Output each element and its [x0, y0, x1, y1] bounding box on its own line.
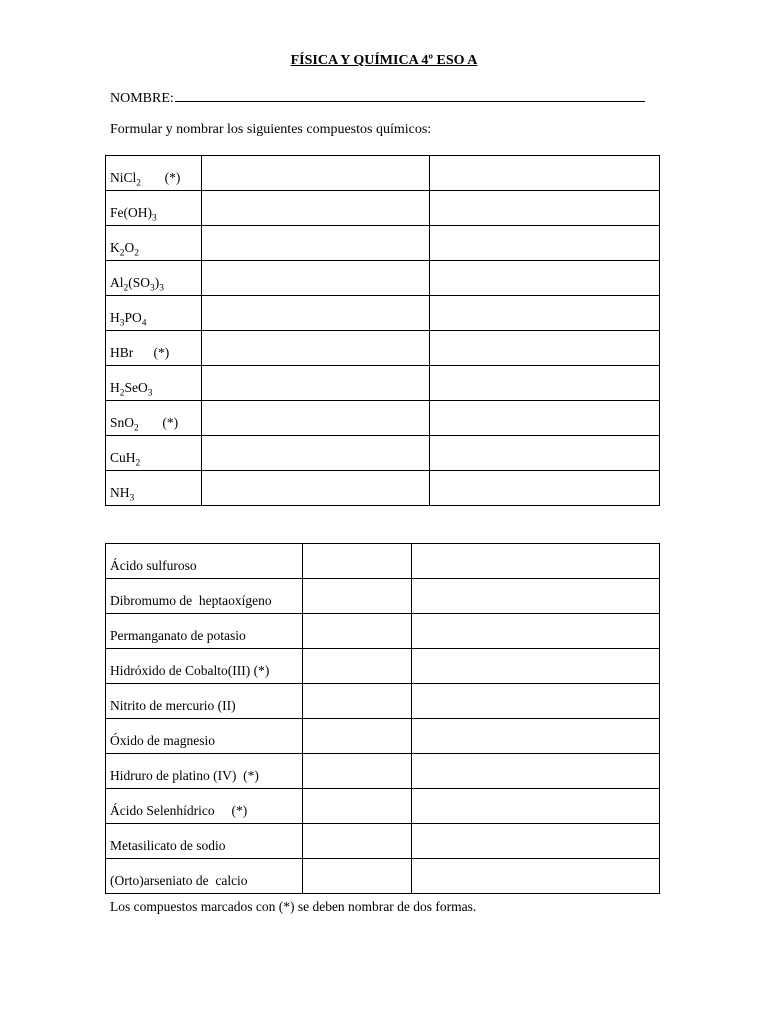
alt-name-answer-cell[interactable]: [430, 331, 660, 366]
compound-name-label: Nitrito de mercurio (II): [110, 698, 236, 713]
formula-answer-cell[interactable]: [303, 824, 412, 859]
name-label: NOMBRE:: [110, 91, 174, 106]
compound-name-cell: [106, 579, 303, 614]
formula-subscript: 3: [129, 493, 135, 504]
formula-text: NiCl: [110, 170, 137, 185]
formula-label: [110, 380, 152, 400]
formula-text: SeO: [124, 380, 148, 395]
alt-name-answer-cell[interactable]: [430, 226, 660, 261]
name-answer-cell[interactable]: [202, 366, 430, 401]
compound-name-label: (Orto)arseniato de calcio: [110, 873, 248, 888]
formula-subscript: 2: [119, 388, 125, 399]
formula-cell: [106, 191, 202, 226]
formula-text: SnO: [110, 415, 135, 430]
formula-subscript: 2: [136, 178, 141, 189]
compound-name-label: Metasilicato de sodio: [110, 838, 226, 853]
compound-name-cell: [106, 789, 303, 824]
compound-name-row: [106, 544, 660, 579]
compound-name-label: Hidruro de platino (IV) (*): [110, 768, 259, 783]
formula-subscript: 2: [123, 283, 129, 294]
alt-name-answer-cell[interactable]: [412, 719, 660, 754]
alt-name-answer-cell[interactable]: [430, 296, 660, 331]
formula-label: [110, 205, 157, 225]
formula-row: [106, 226, 660, 261]
compound-name-cell: [106, 859, 303, 894]
compound-name-row: [106, 719, 660, 754]
name-answer-cell[interactable]: [202, 156, 430, 191]
alt-name-answer-cell[interactable]: [412, 789, 660, 824]
compound-name-row: [106, 579, 660, 614]
formula-text: H: [110, 380, 120, 395]
footnote: Los compuestos marcados con (*) se deben nombrar de dos formas.: [110, 899, 477, 914]
compound-name-cell: [106, 544, 303, 579]
formula-text: K: [110, 240, 120, 255]
name-table: [105, 543, 660, 894]
compound-name-cell: [106, 824, 303, 859]
formula-subscript: 3: [119, 318, 125, 329]
formula-answer-cell[interactable]: [303, 754, 412, 789]
formula-answer-cell[interactable]: [303, 614, 412, 649]
formula-subscript: 3: [147, 388, 153, 399]
compound-name-row: [106, 859, 660, 894]
alt-name-answer-cell[interactable]: [412, 649, 660, 684]
compound-name-label: Dibromumo de heptaoxígeno: [110, 593, 272, 608]
formula-answer-cell[interactable]: [303, 649, 412, 684]
formula-answer-cell[interactable]: [303, 859, 412, 894]
formula-subscript: 3: [159, 283, 164, 294]
instructions: Formular y nombrar los siguientes compuestos químicos:: [110, 122, 432, 137]
formula-subscript: 4: [141, 318, 147, 329]
compound-name-cell: [106, 719, 303, 754]
compound-name-cell: [106, 684, 303, 719]
formula-label: [110, 275, 164, 295]
alt-name-answer-cell[interactable]: [412, 824, 660, 859]
name-answer-cell[interactable]: [202, 401, 430, 436]
formula-label: [110, 345, 169, 365]
formula-cell: [106, 436, 202, 471]
formula-text: (*): [138, 415, 179, 430]
formula-answer-cell[interactable]: [303, 719, 412, 754]
compound-name-row: [106, 614, 660, 649]
alt-name-answer-cell[interactable]: [430, 261, 660, 296]
formula-cell: [106, 226, 202, 261]
name-field[interactable]: [110, 88, 645, 107]
compound-name-cell: [106, 614, 303, 649]
formula-label: [110, 450, 140, 470]
formula-subscript: 2: [134, 423, 139, 434]
formula-row: [106, 471, 660, 506]
formula-text: Al: [110, 275, 124, 290]
alt-name-answer-cell[interactable]: [412, 544, 660, 579]
name-answer-cell[interactable]: [202, 191, 430, 226]
compound-name-label: Hidróxido de Cobalto(III) (*): [110, 663, 270, 678]
alt-name-answer-cell[interactable]: [412, 579, 660, 614]
formula-row: [106, 436, 660, 471]
formula-row: [106, 366, 660, 401]
compound-name-row: [106, 684, 660, 719]
formula-text: ): [154, 275, 160, 290]
compound-name-cell: [106, 754, 303, 789]
formula-cell: [106, 261, 202, 296]
compound-name-row: [106, 649, 660, 684]
page-title: FÍSICA Y QUÍMICA 4º ESO A: [290, 53, 478, 68]
formula-cell: [106, 366, 202, 401]
formula-text: PO: [124, 310, 142, 325]
compound-name-row: [106, 754, 660, 789]
formula-cell: [106, 296, 202, 331]
alt-name-answer-cell[interactable]: [412, 754, 660, 789]
formula-row: [106, 261, 660, 296]
formula-label: [110, 240, 139, 260]
compound-name-row: [106, 789, 660, 824]
formula-subscript: 2: [135, 458, 141, 469]
compound-name-cell: [106, 649, 303, 684]
name-answer-cell[interactable]: [202, 296, 430, 331]
alt-name-answer-cell[interactable]: [412, 684, 660, 719]
formula-label: [110, 415, 178, 435]
name-answer-cell[interactable]: [202, 436, 430, 471]
formula-text: (*): [140, 170, 181, 185]
compound-name-label: Ácido sulfuroso: [110, 558, 197, 573]
compound-name-label: Permanganato de potasio: [110, 628, 246, 643]
formula-answer-cell[interactable]: [303, 544, 412, 579]
alt-name-answer-cell[interactable]: [430, 366, 660, 401]
alt-name-answer-cell[interactable]: [430, 471, 660, 506]
formula-row: [106, 191, 660, 226]
alt-name-answer-cell[interactable]: [430, 436, 660, 471]
name-answer-cell[interactable]: [202, 331, 430, 366]
compound-name-row: [106, 824, 660, 859]
formula-text: Fe(OH): [110, 205, 152, 220]
formula-row: [106, 296, 660, 331]
alt-name-answer-cell[interactable]: [430, 401, 660, 436]
formula-subscript: 2: [119, 248, 125, 259]
name-answer-cell[interactable]: [202, 261, 430, 296]
alt-name-answer-cell[interactable]: [430, 191, 660, 226]
formula-cell: [106, 331, 202, 366]
formula-label: [110, 485, 134, 505]
formula-row: [106, 401, 660, 436]
formula-subscript: 3: [149, 283, 155, 294]
formula-answer-cell[interactable]: [303, 579, 412, 614]
alt-name-answer-cell[interactable]: [412, 859, 660, 894]
formula-cell: [106, 401, 202, 436]
alt-name-answer-cell[interactable]: [430, 156, 660, 191]
formula-text: H: [110, 310, 120, 325]
name-answer-cell[interactable]: [202, 226, 430, 261]
formula-label: [110, 310, 146, 330]
formula-label: [110, 170, 180, 190]
name-blank-line[interactable]: [175, 88, 645, 102]
formula-text: O: [124, 240, 135, 255]
formula-answer-cell[interactable]: [303, 789, 412, 824]
formula-text: HBr (*): [110, 345, 170, 360]
formula-row: [106, 156, 660, 191]
formula-row: [106, 331, 660, 366]
formula-answer-cell[interactable]: [303, 684, 412, 719]
name-answer-cell[interactable]: [202, 471, 430, 506]
formula-text: (SO: [128, 275, 150, 290]
compound-name-label: Óxido de magnesio: [110, 733, 215, 748]
formula-subscript: 3: [152, 213, 157, 224]
formula-text: CuH: [110, 450, 136, 465]
formula-cell: [106, 156, 202, 191]
formula-text: NH: [110, 485, 130, 500]
compound-name-label: Ácido Selenhídrico (*): [110, 803, 248, 818]
alt-name-answer-cell[interactable]: [412, 614, 660, 649]
formula-subscript: 2: [134, 248, 139, 259]
formula-table: [105, 155, 660, 506]
formula-cell: [106, 471, 202, 506]
